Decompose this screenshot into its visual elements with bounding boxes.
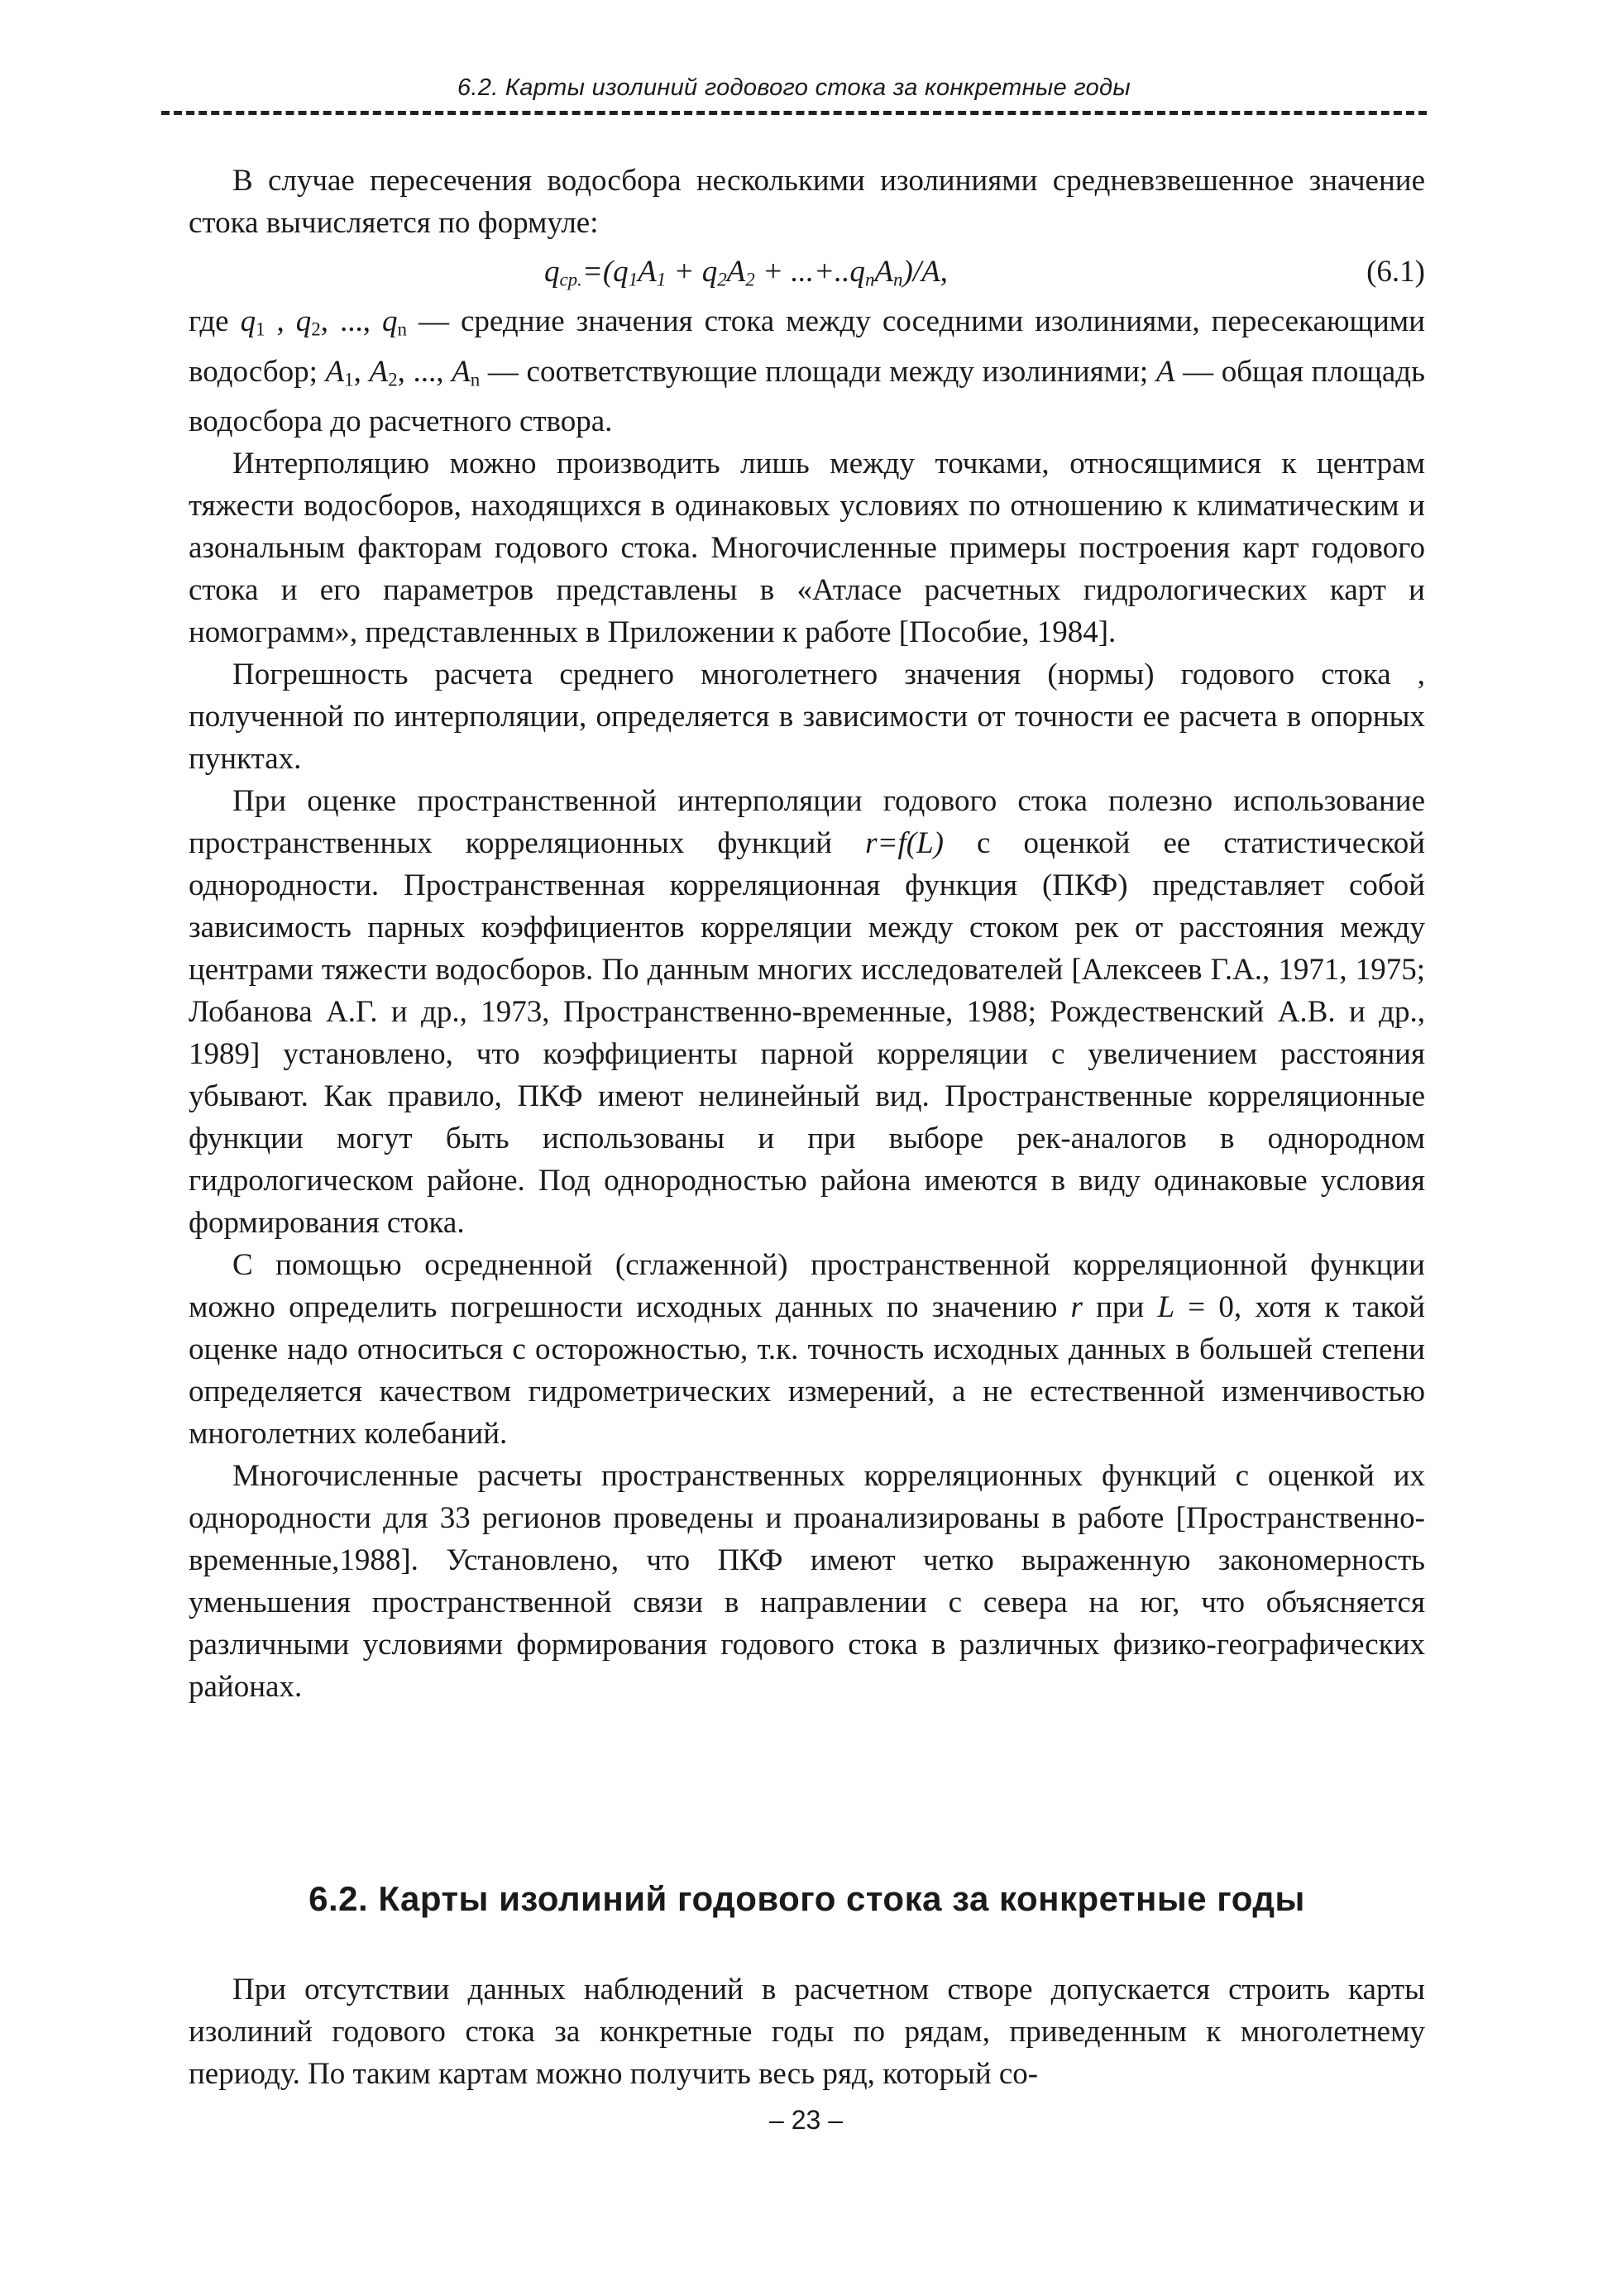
paragraph-interpolation: Интерполяцию можно производить лишь между точками, относящимися к центрам тяжести водосборов, находящихся в одинаковых условиях по отношению к климатическим и азональным факторам годового стока. Многочисленные примеры построения карт годового стока и его параметров представлены в «Атласе расчетных гидрологических карт и номограмм», представленных в Приложении к работе [Пособие, 1984]. <box>189 447 1425 650</box>
running-header: 6.2. Карты изолиний годового стока за конкретные годы <box>457 74 1131 101</box>
body-text <box>189 160 1425 1708</box>
paragraph-correlation-function: При оценке пространственной интерполяции годового стока полезно использование пространственных корреляционных функций r=f(L) с оценкой ее статистической однородности. Пространственная корреляционная функция (ПКФ) представляет собой зависимость парных коэффициентов корреляции между стоком рек от расстояния между центрами тяжести водосборов. По данным многих исследователей [Алексеев Г.А., 1971, 1975; Лобанова А.Г. и др., 1973, Пространственно-временные, 1988; Рождественский А.В. и др., 1989] установлено, что коэффициенты парной корреляции с увеличением расстояния убывают. Как правило, ПКФ имеют нелинейный вид. Пространственные корреляционные функции могут быть использованы и при выборе рек-аналогов в однородном гидрологическом районе. Под однородностью района имеются в виду одинаковые условия формирования стока. <box>189 784 1425 1241</box>
formula-expression: $q_{ср.}=(q_1A_1 + q_2A_2 + ...+..q_nA_n)/A$, <box>544 255 948 290</box>
header-rule <box>161 111 1427 115</box>
paragraph-section-intro: При отсутствии данных наблюдений в расчетном створе допускается строить карты изолиний годового стока за конкретные годы по рядам, приведенным к многолетнему периоду. По таким картам можно получить весь ряд, который со- <box>189 1973 1425 2091</box>
section-heading: 6.2. Карты изолиний годового стока за конкретные годы <box>309 1879 1305 1918</box>
formula-number: (6.1) <box>1366 255 1425 289</box>
paragraph-regions: Многочисленные расчеты пространственных корреляционных функций с оценкой их однородности для 33 регионов проведены и проанализированы в работе [Пространственно-временные,1988]. Установлено, что ПКФ имеют четко выраженную закономерность уменьшения пространственной связи в направлении с севера на юг, что объясняется различными условиями формирования годового стока в различных физико-географических районах. <box>189 1459 1425 1705</box>
formula-6-1 <box>189 244 1425 300</box>
paragraph-error: Погрешность расчета среднего многолетнего значения (нормы) годового стока , полученной по интерполяции, определяется в зависимости от точности ее расчета в опорных пунктах. <box>189 658 1425 777</box>
paragraph-smoothed-function: С помощью осредненной (сглаженной) пространственной корреляционной функции можно определить погрешности исходных данных по значению r при L = 0, хотя к такой оценке надо относиться с осторожностью, т.к. точность исходных данных в большей степени определяется качеством гидрометрических измерений, а не естественной изменчивостью многолетних колебаний. <box>189 1248 1425 1452</box>
page-number: – 23 – <box>769 2105 843 2135</box>
section-text <box>189 1968 1425 2095</box>
paragraph-intro: В случае пересечения водосбора несколькими изолиниями средневзвешенное значение стока вычисляется по формуле: <box>189 164 1425 240</box>
paragraph-where-clause: где $q_1$ , $q_2$, ..., $q_n$ — средние значения стока между соседними изолиниями, пересекающими водосбор; $A_1$, $A_2$, ..., $A_n$ — соответствующие площади между изолиниями; A — общая площадь водосбора до расчетного створа. <box>189 304 1426 439</box>
